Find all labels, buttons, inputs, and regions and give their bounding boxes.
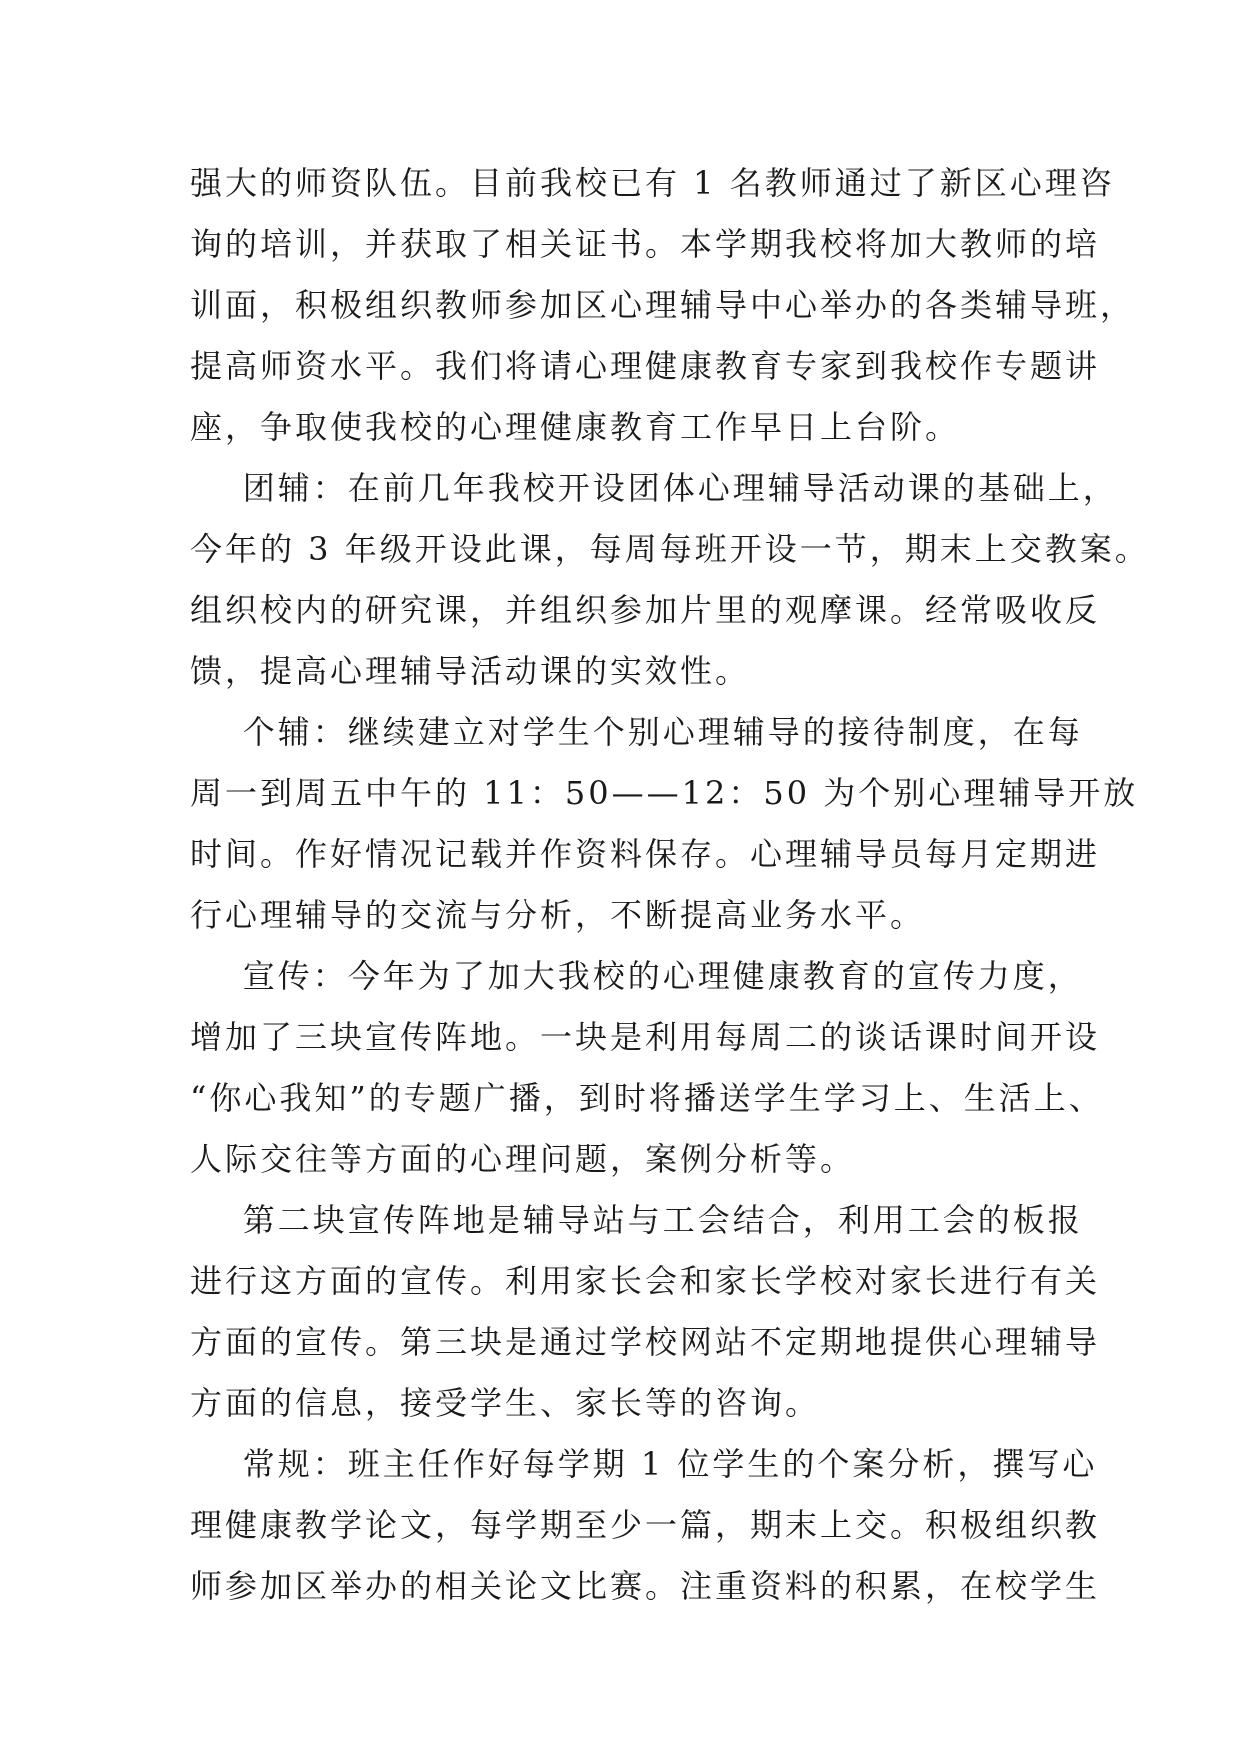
text-line: 座，争取使我校的心理健康教育工作早日上台阶。 bbox=[190, 408, 961, 446]
text-line: 进行这方面的宣传。利用家长会和家长学校对家长进行有关 bbox=[190, 1262, 1101, 1300]
text-line: 馈，提高心理辅导活动课的实效性。 bbox=[190, 652, 751, 690]
text-line: 今年的 3 年级开设此课，每周每班开设一节，期末上交教案。 bbox=[190, 530, 1150, 568]
text-line: 周一到周五中午的 11：50——12：50 为个别心理辅导开放 bbox=[190, 774, 1139, 812]
text-line: 增加了三块宣传阵地。一块是利用每周二的谈话课时间开设 bbox=[190, 1018, 1101, 1056]
text-line: 组织校内的研究课，并组织参加片里的观摩课。经常吸收反 bbox=[190, 591, 1101, 629]
text-line: 理健康教学论文，每学期至少一篇，期末上交。积极组织教 bbox=[190, 1506, 1101, 1544]
text-line: 提高师资水平。我们将请心理健康教育专家到我校作专题讲 bbox=[190, 347, 1101, 385]
text-line: 方面的宣传。第三块是通过学校网站不定期地提供心理辅导 bbox=[190, 1323, 1101, 1361]
text-line: 常规：班主任作好每学期 1 位学生的个案分析，撰写心 bbox=[190, 1445, 1098, 1483]
text-line: 个辅：继续建立对学生个别心理辅导的接待制度，在每 bbox=[190, 713, 1083, 751]
text-line: 方面的信息，接受学生、家长等的咨询。 bbox=[190, 1384, 821, 1422]
text-line: “你心我知”的专题广播，到时将播送学生学习上、生活上、 bbox=[190, 1079, 1104, 1117]
text-line: 强大的师资队伍。目前我校已有 1 名教师通过了新区心理咨 bbox=[190, 164, 1115, 202]
text-line: 团辅：在前几年我校开设团体心理辅导活动课的基础上， bbox=[190, 469, 1118, 507]
document-body bbox=[190, 153, 1150, 1617]
text-line: 师参加区举办的相关论文比赛。注重资料的积累，在校学生 bbox=[190, 1567, 1101, 1605]
text-line: 行心理辅导的交流与分析，不断提高业务水平。 bbox=[190, 896, 926, 934]
text-line: 人际交往等方面的心理问题，案例分析等。 bbox=[190, 1140, 856, 1178]
text-line: 宣传：今年为了加大我校的心理健康教育的宣传力度， bbox=[190, 957, 1083, 995]
text-line: 训面，积极组织教师参加区心理辅导中心举办的各类辅导班， bbox=[190, 286, 1136, 324]
text-line: 时间。作好情况记载并作资料保存。心理辅导员每月定期进 bbox=[190, 835, 1101, 873]
text-line: 第二块宣传阵地是辅导站与工会结合，利用工会的板报 bbox=[190, 1201, 1083, 1239]
text-line: 询的培训，并获取了相关证书。本学期我校将加大教师的培 bbox=[190, 225, 1101, 263]
